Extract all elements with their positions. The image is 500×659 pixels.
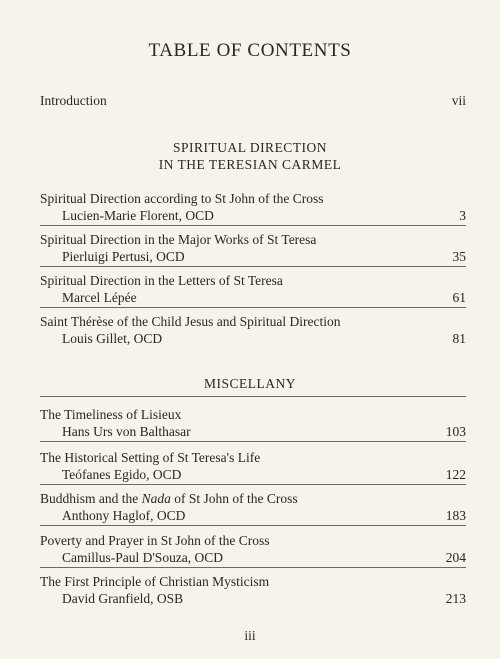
toc-entry <box>40 490 466 524</box>
page-folio: iii <box>244 628 256 643</box>
entry-author: Camillus-Paul D'Souza, OCD <box>62 550 224 565</box>
entry-author: David Granfield, OSB <box>62 591 184 606</box>
divider <box>40 266 466 267</box>
toc-entry <box>40 573 466 607</box>
entry-title-part: Buddhism and the <box>40 491 142 506</box>
entry-author: Lucien-Marie Florent, OCD <box>62 208 214 223</box>
entry-title: Poverty and Prayer in St John of the Cross <box>40 533 270 548</box>
page-title: TABLE OF CONTENTS <box>148 40 352 61</box>
page-number: 183 <box>445 508 466 523</box>
page-number: 61 <box>452 290 466 305</box>
divider <box>40 441 466 442</box>
entry-title: Saint Thérèse of the Child Jesus and Spiritual Direction <box>40 314 341 329</box>
page-number: 122 <box>445 467 466 482</box>
entry-author: Marcel Lépée <box>62 290 137 305</box>
entry-title: Introduction <box>40 93 107 108</box>
entry-title: Spiritual Direction in the Letters of St Teresa <box>40 273 283 288</box>
entry-title: The Historical Setting of St Teresa's Life <box>40 450 261 465</box>
entry-title-emphasis: Nada <box>141 491 171 506</box>
page-number: 81 <box>452 331 466 346</box>
page-number: 3 <box>459 208 466 223</box>
entry-author: Hans Urs von Balthasar <box>62 424 191 439</box>
divider <box>40 307 466 308</box>
toc-entry-introduction <box>40 93 466 109</box>
toc-entry <box>40 313 466 347</box>
section-heading-spiritual-direction <box>0 139 500 173</box>
toc-entry <box>40 406 466 440</box>
page-number: 35 <box>452 249 466 264</box>
toc-entry <box>40 532 466 566</box>
section-heading-line: IN THE TERESIAN CARMEL <box>158 157 342 172</box>
divider <box>40 567 466 568</box>
entry-title <box>40 490 466 507</box>
divider <box>40 484 466 485</box>
toc-entry <box>40 190 466 224</box>
divider <box>40 396 466 397</box>
entry-title: Spiritual Direction in the Major Works of St Teresa <box>40 232 317 247</box>
entry-title: The First Principle of Christian Mysticism <box>40 574 270 589</box>
toc-entry <box>40 449 466 483</box>
entry-title: Spiritual Direction according to St John of the Cross <box>40 191 324 206</box>
page-number: vii <box>451 93 466 108</box>
page-number: 204 <box>445 550 466 565</box>
section-heading-miscellany <box>0 375 500 392</box>
entry-author: Louis Gillet, OCD <box>62 331 163 346</box>
section-heading-line: MISCELLANY <box>204 376 296 391</box>
entry-author: Teófanes Egido, OCD <box>62 467 182 482</box>
entry-title-part: of St John of the Cross <box>170 491 298 506</box>
entry-author: Pierluigi Pertusi, OCD <box>62 249 185 264</box>
section-heading-line: SPIRITUAL DIRECTION <box>172 140 328 155</box>
entry-title: The Timeliness of Lisieux <box>40 407 182 422</box>
toc-entry <box>40 272 466 306</box>
entry-author: Anthony Haglof, OCD <box>62 508 186 523</box>
page-number: 213 <box>445 591 466 606</box>
divider <box>40 225 466 226</box>
toc-entry <box>40 231 466 265</box>
divider <box>40 525 466 526</box>
page-number: 103 <box>445 424 466 439</box>
